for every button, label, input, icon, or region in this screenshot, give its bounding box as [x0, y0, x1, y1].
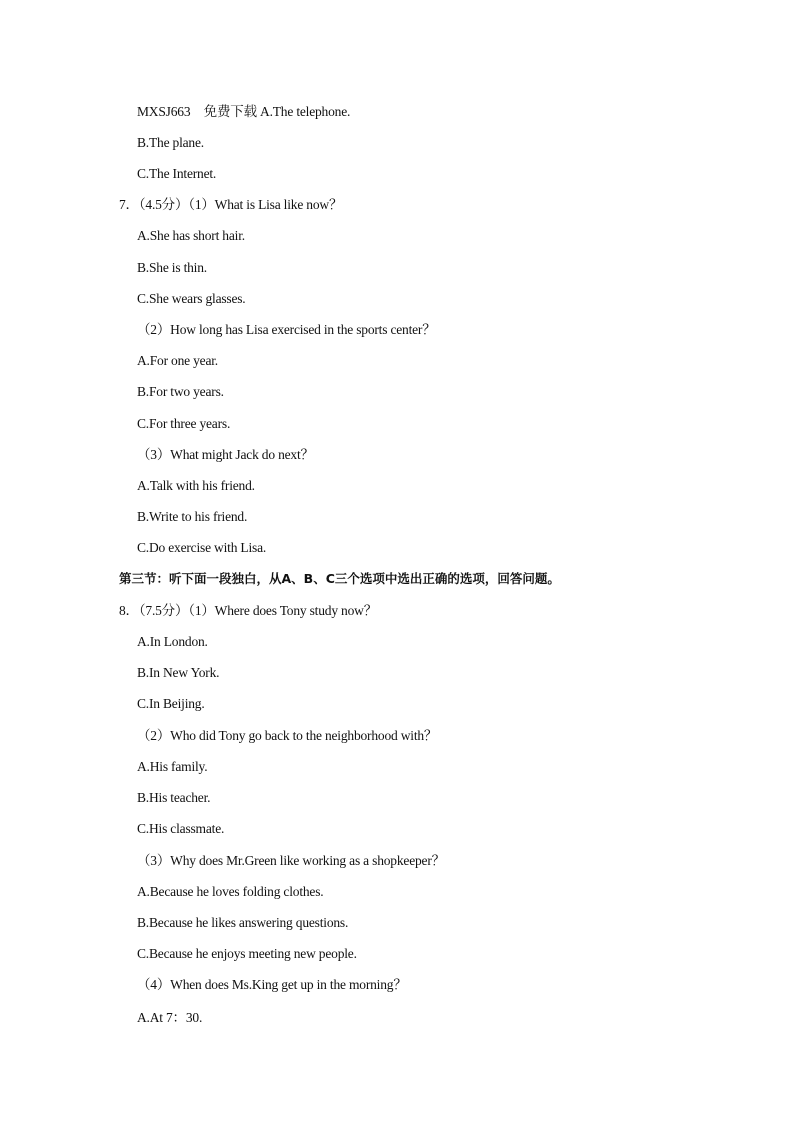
option-line: B.For two years. — [137, 384, 224, 399]
option-line: B.In New York. — [137, 665, 220, 680]
option-line: A.Because he loves folding clothes. — [137, 884, 324, 899]
option-line: B.His teacher. — [137, 790, 211, 805]
section-heading: 第三节：听下面一段独白，从A、B、C三个选项中选出正确的选项，回答问题。 — [119, 571, 560, 586]
option-line: A.His family. — [137, 759, 208, 774]
option-line: B.The plane. — [137, 135, 204, 150]
option-line: B.She is thin. — [137, 260, 207, 275]
option-line: A.In London. — [137, 634, 208, 649]
option-line: A.Talk with his friend. — [137, 478, 255, 493]
sub-question: （2）How long has Lisa exercised in the sports center？ — [137, 322, 436, 337]
option-line: C.In Beijing. — [137, 696, 205, 711]
sub-question: （4）When does Ms.King get up in the morning？ — [137, 977, 407, 992]
option-line-watermark: MXSJ663 免费下载 A.The telephone. — [137, 104, 351, 119]
option-line: C.Because he enjoys meeting new people. — [137, 946, 357, 961]
option-line: C.She wears glasses. — [137, 291, 246, 306]
question-8: 8．（7.5分）（1）Where does Tony study now？ — [119, 603, 378, 618]
option-line: C.The Internet. — [137, 166, 217, 181]
option-line: B.Write to his friend. — [137, 509, 248, 524]
question-7: 7．（4.5分）（1）What is Lisa like now？ — [119, 197, 343, 212]
sub-question: （3）Why does Mr.Green like working as a shopkeeper？ — [137, 853, 445, 868]
option-line: A.She has short hair. — [137, 228, 245, 243]
option-line: C.For three years. — [137, 416, 231, 431]
sub-question: （3）What might Jack do next？ — [137, 447, 314, 462]
option-line: C.Do exercise with Lisa. — [137, 540, 267, 555]
option-line: C.His classmate. — [137, 821, 225, 836]
option-line: A.For one year. — [137, 353, 218, 368]
sub-question: （2）Who did Tony go back to the neighborhood with？ — [137, 728, 438, 743]
option-line: A.At 7：30. — [137, 1010, 203, 1025]
option-line: B.Because he likes answering questions. — [137, 915, 349, 930]
